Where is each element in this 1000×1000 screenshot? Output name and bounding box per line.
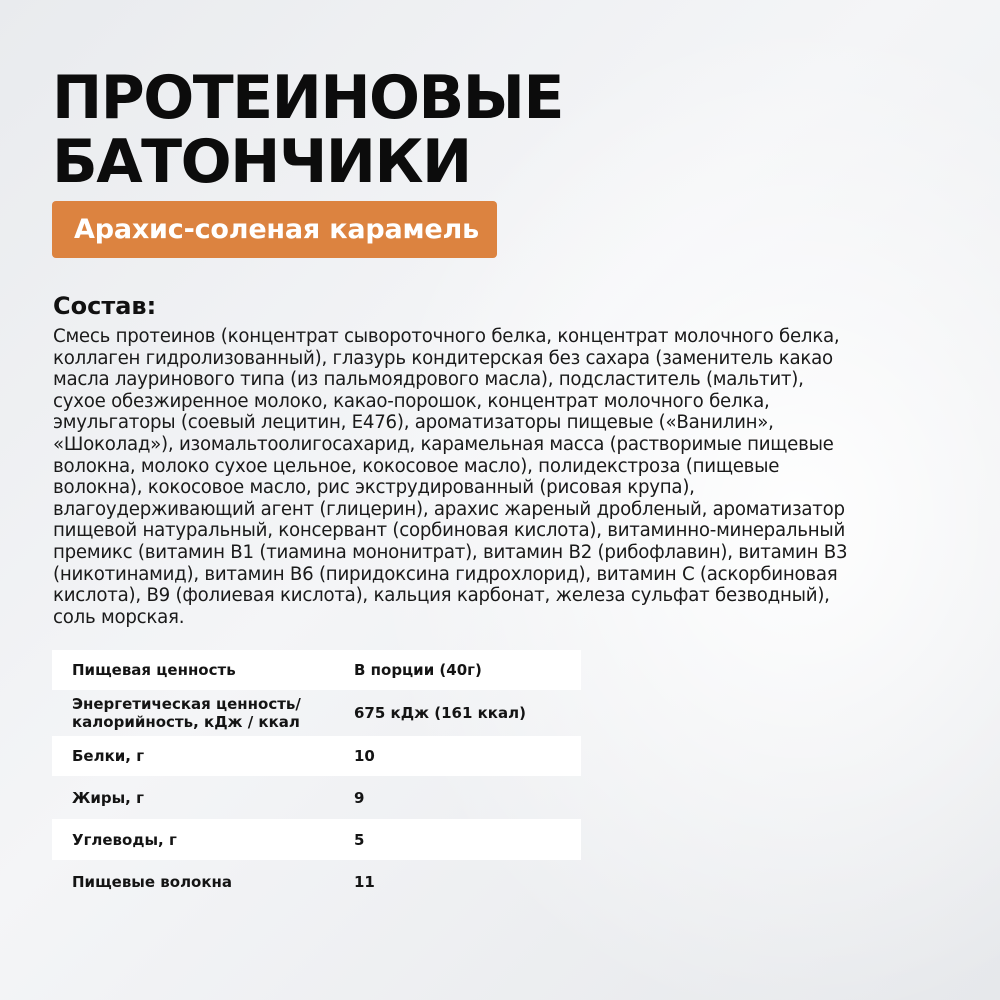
- nutrition-value: 10: [354, 747, 375, 765]
- nutrition-value: 9: [354, 788, 365, 807]
- nutrition-label: Углеводы, г: [72, 830, 177, 849]
- page-title-line-1: ПРОТЕИНОВЫЕ: [52, 63, 563, 133]
- composition-line: кислота), В9 (фолиевая кислота), кальция карбонат, железа сульфат безводный),: [53, 585, 830, 607]
- nutrition-header-value: В порции (40г): [354, 661, 482, 679]
- composition-line: влагоудерживающий агент (глицерин), арахис жареный дробленый, ароматизатор: [53, 498, 845, 520]
- composition-line: соль морская.: [53, 606, 185, 628]
- nutrition-value: 5: [354, 830, 365, 849]
- nutrition-label: Жиры, г: [72, 788, 144, 807]
- nutrition-value: 675 кДж (161 ккал): [354, 704, 526, 722]
- composition-line: (никотинамид), витамин В6 (пиридоксина гидрохлорид), витамин С (аскорбиновая: [53, 563, 838, 585]
- nutrition-label: Белки, г: [72, 747, 145, 765]
- composition-line: масла лауринового типа (из пальмоядрового масла), подсластитель (мальтит),: [53, 369, 804, 391]
- composition-line: эмульгаторы (соевый лецитин, Е476), ароматизаторы пищевые («Ванилин»,: [53, 412, 774, 434]
- table-row: [52, 650, 581, 690]
- nutrition-label-line: калорийность, кДж / ккал: [72, 713, 300, 731]
- composition-line: сухое обезжиренное молоко, какао-порошок, концентрат молочного белка,: [53, 390, 770, 412]
- composition-line: пищевой натуральный, консервант (сорбиновая кислота), витаминно-минеральный: [53, 520, 846, 542]
- page-title: [52, 63, 563, 197]
- table-row: [52, 736, 581, 776]
- nutrition-value: 11: [354, 873, 375, 891]
- composition-line: волокна, молоко сухое цельное, кокосовое масло), полидекстроза (пищевые: [53, 455, 780, 477]
- table-row: [52, 690, 581, 736]
- composition-line: премикс (витамин В1 (тиамина мононитрат), витамин В2 (рибофлавин), витамин В3: [53, 541, 848, 563]
- composition-line: волокна), кокосовое масло, рис экструдированный (рисовая крупа),: [53, 477, 695, 499]
- table-row: [52, 860, 581, 904]
- composition-text: [53, 326, 847, 628]
- page-title-line-2: БАТОНЧИКИ: [52, 127, 471, 197]
- nutrition-label: Пищевые волокна: [72, 873, 233, 891]
- flavor-badge: Арахис-соленая карамель: [52, 201, 497, 258]
- nutrition-label: [52, 690, 340, 736]
- table-row: [52, 819, 581, 860]
- composition-line: Смесь протеинов (концентрат сывороточного белка, концентрат молочного белка,: [53, 326, 840, 347]
- nutrition-header-label: Пищевая ценность: [72, 661, 236, 679]
- composition-line: «Шоколад»), изомальтоолигосахарид, карамельная масса (растворимые пищевые: [53, 433, 834, 455]
- nutrition-label-line: Энергетическая ценность/: [72, 695, 301, 713]
- nutrition-table: [52, 650, 581, 904]
- composition-line: коллаген гидролизованный), глазурь кондитерская без сахара (заменитель какао: [53, 347, 833, 369]
- composition-heading: Состав:: [53, 292, 157, 320]
- table-row: [52, 776, 581, 819]
